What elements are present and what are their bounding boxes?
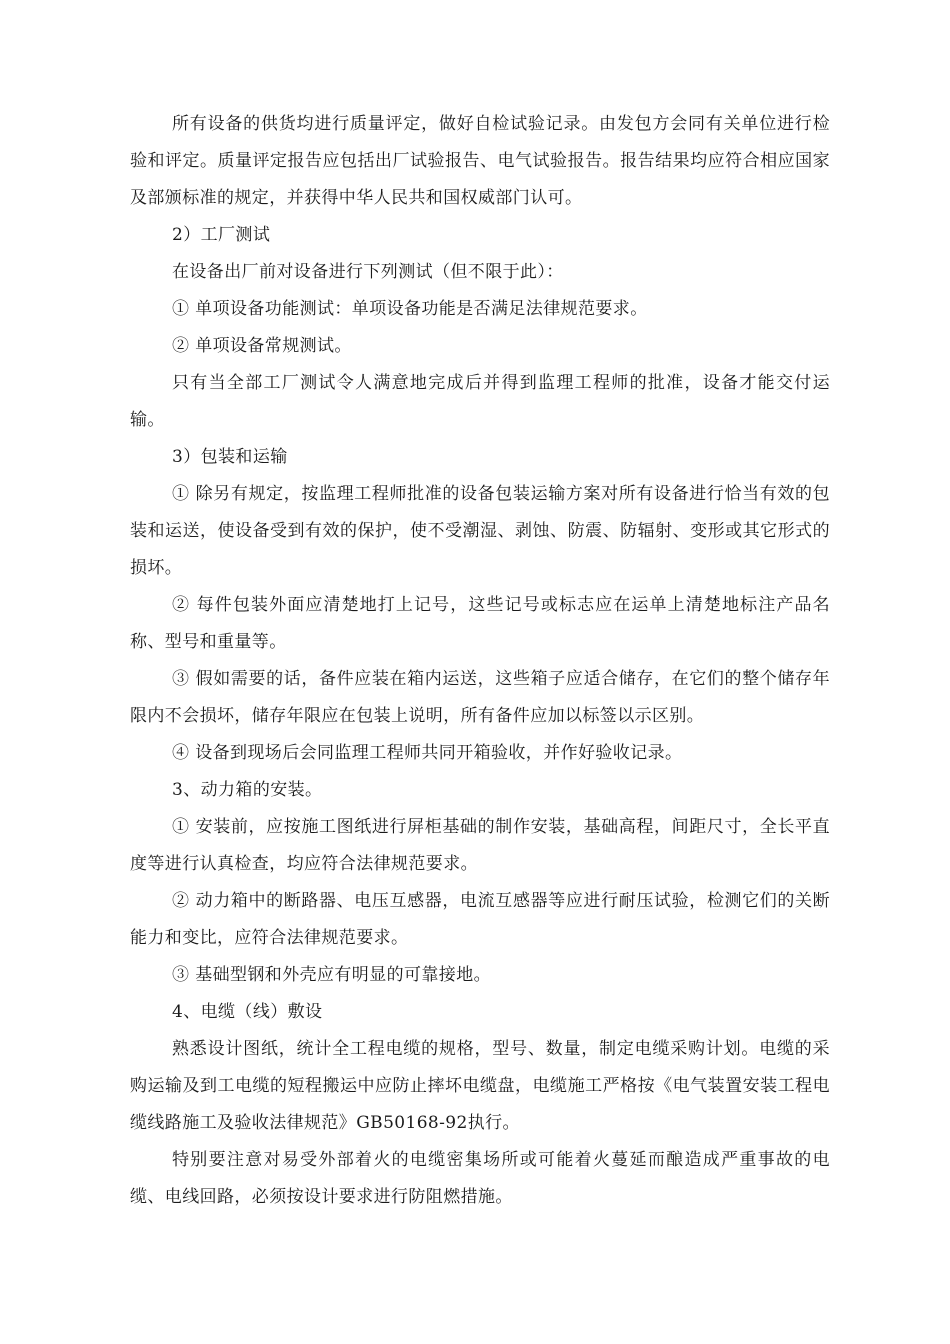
list-item-grounding: ③ 基础型钢和外壳应有明显的可靠接地。 (172, 965, 492, 985)
list-item-routine-test: ② 单项设备常规测试。 (172, 336, 352, 356)
list-item-packing-protection: ① 除另有规定，按监理工程师批准的设备包装运输方案对所有设备进行恰当有效的包装和运送，使设备受到有效的保护，使不受潮湿、剥蚀、防震、防辐射、变形或其它形式的损坏。 (130, 484, 830, 578)
heading-power-box-installation: 3、动力箱的安装。 (172, 780, 323, 800)
heading-packing-transport: 3）包装和运输 (172, 447, 288, 467)
paragraph-cable-procurement: 熟悉设计图纸，统计全工程电缆的规格，型号、数量，制定电缆采购计划。电缆的采购运输及到工电缆的短程搬运中应防止摔坏电缆盘，电缆施工严格按《电气装置安装工程电缆线路施工及验收法律规范》GB50168-92执行。 (130, 1039, 830, 1133)
heading-factory-test: 2）工厂测试 (172, 225, 271, 245)
paragraph-fire-protection: 特别要注意对易受外部着火的电缆密集场所或可能着火蔓延而酿造成严重事故的电缆、电线回路，必须按设计要求进行防阻燃措施。 (130, 1150, 830, 1207)
paragraph-pre-shipment-tests: 在设备出厂前对设备进行下列测试（但不限于此）： (172, 262, 564, 282)
list-item-spare-parts: ③ 假如需要的话，备件应装在箱内运送，这些箱子应适合储存，在它们的整个储存年限内不会损坏，储存年限应在包装上说明，所有备件应加以标签以示区别。 (130, 669, 830, 726)
list-item-package-marking: ② 每件包装外面应清楚地打上记号，这些记号或标志应在运单上清楚地标注产品名称、型号和重量等。 (130, 595, 830, 652)
list-item-site-acceptance: ④ 设备到现场后会同监理工程师共同开箱验收，并作好验收记录。 (172, 743, 683, 763)
list-item-withstand-test: ② 动力箱中的断路器、电压互感器，电流互感器等应进行耐压试验，检测它们的关断能力和变比，应符合法律规范要求。 (130, 891, 830, 948)
paragraph-quality-evaluation: 所有设备的供货均进行质量评定，做好自检试验记录。由发包方会同有关单位进行检验和评定。质量评定报告应包括出厂试验报告、电气试验报告。报告结果均应符合相应国家及部颁标准的规定，并获得中华人民共和国权威部门认可。 (130, 114, 830, 208)
list-item-function-test: ① 单项设备功能测试：单项设备功能是否满足法律规范要求。 (172, 299, 648, 319)
heading-cable-laying: 4、电缆（线）敷设 (172, 1002, 323, 1022)
list-item-foundation-check: ① 安装前，应按施工图纸进行屏柜基础的制作安装，基础高程，间距尺寸，全长平直度等进行认真检查，均应符合法律规范要求。 (130, 817, 830, 874)
paragraph-delivery-approval: 只有当全部工厂测试令人满意地完成后并得到监理工程师的批准，设备才能交付运输。 (130, 373, 830, 430)
document-page (130, 106, 830, 1216)
